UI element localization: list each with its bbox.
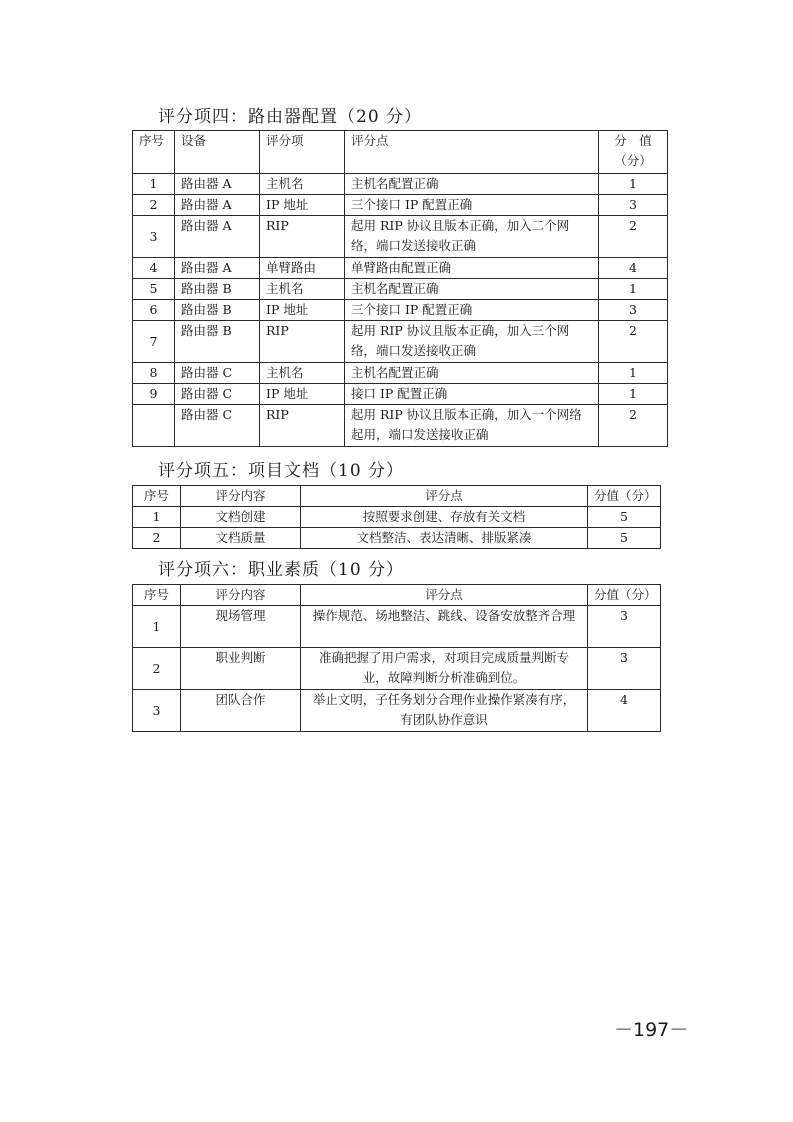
cell-no: 3 xyxy=(133,216,175,258)
cell-point: 主机名配置正确 xyxy=(345,174,599,195)
cell-no: 1 xyxy=(133,507,181,528)
cell-point: 起用 RIP 协议且版本正确，加入二个网络，端口发送接收正确 xyxy=(345,216,599,258)
header-score-bottom: （分） xyxy=(614,153,652,168)
cell-device: 路由器 A xyxy=(175,216,260,258)
header-content: 评分内容 xyxy=(181,486,301,507)
table-row xyxy=(133,528,661,549)
section5-title: 评分项五：项目文档（10 分） xyxy=(158,461,405,481)
table-row xyxy=(133,321,668,363)
cell-score: 1 xyxy=(599,363,668,384)
cell-device: 路由器 C xyxy=(175,363,260,384)
cell-score: 5 xyxy=(588,528,661,549)
cell-point: 操作规范、场地整洁、跳线、设备安放整齐合理 xyxy=(301,606,588,648)
cell-no: 1 xyxy=(133,174,175,195)
cell-no: 3 xyxy=(133,690,181,732)
table-row xyxy=(133,300,668,321)
cell-item: RIP xyxy=(260,216,345,258)
cell-score: 4 xyxy=(599,258,668,279)
cell-score: 3 xyxy=(588,606,661,648)
table-row xyxy=(133,258,668,279)
cell-no: 5 xyxy=(133,279,175,300)
cell-point: 主机名配置正确 xyxy=(345,363,599,384)
cell-no: 1 xyxy=(133,606,181,648)
cell-no xyxy=(133,405,175,447)
table-row xyxy=(133,195,668,216)
cell-device: 路由器 A xyxy=(175,195,260,216)
cell-score: 2 xyxy=(599,405,668,447)
header-score-top: 分 值 xyxy=(614,133,652,148)
table-header-row xyxy=(133,486,661,507)
cell-no: 2 xyxy=(133,648,181,690)
table-row xyxy=(133,405,668,447)
cell-score: 2 xyxy=(599,216,668,258)
header-score xyxy=(599,131,668,174)
cell-content: 现场管理 xyxy=(181,606,301,648)
cell-no: 8 xyxy=(133,363,175,384)
cell-score: 1 xyxy=(599,384,668,405)
cell-point: 三个接口 IP 配置正确 xyxy=(345,300,599,321)
cell-item: 主机名 xyxy=(260,363,345,384)
cell-device: 路由器 B xyxy=(175,321,260,363)
header-score: 分值（分） xyxy=(588,585,661,606)
cell-point: 接口 IP 配置正确 xyxy=(345,384,599,405)
table-row xyxy=(133,384,668,405)
table-row xyxy=(133,606,661,648)
table-row xyxy=(133,279,668,300)
cell-score: 1 xyxy=(599,174,668,195)
header-point: 评分点 xyxy=(345,131,599,174)
cell-item: 单臂路由 xyxy=(260,258,345,279)
table-row xyxy=(133,507,661,528)
cell-item: RIP xyxy=(260,321,345,363)
header-content: 评分内容 xyxy=(181,585,301,606)
cell-no: 7 xyxy=(133,321,175,363)
cell-device: 路由器 B xyxy=(175,300,260,321)
section5-table xyxy=(132,485,661,549)
cell-score: 5 xyxy=(588,507,661,528)
header-no: 序号 xyxy=(133,131,175,174)
cell-item: IP 地址 xyxy=(260,300,345,321)
cell-device: 路由器 A xyxy=(175,258,260,279)
cell-no: 6 xyxy=(133,300,175,321)
section4-title: 评分项四：路由器配置（20 分） xyxy=(158,107,423,127)
header-point: 评分点 xyxy=(301,585,588,606)
table-header-row xyxy=(133,131,668,174)
cell-score: 4 xyxy=(588,690,661,732)
cell-device: 路由器 C xyxy=(175,384,260,405)
cell-score: 1 xyxy=(599,279,668,300)
cell-content: 文档创建 xyxy=(181,507,301,528)
cell-item: IP 地址 xyxy=(260,195,345,216)
table-row xyxy=(133,174,668,195)
cell-score: 3 xyxy=(599,300,668,321)
cell-content: 团队合作 xyxy=(181,690,301,732)
section6-title: 评分项六：职业素质（10 分） xyxy=(158,560,405,580)
cell-item: IP 地址 xyxy=(260,384,345,405)
cell-no: 9 xyxy=(133,384,175,405)
cell-content: 职业判断 xyxy=(181,648,301,690)
header-no: 序号 xyxy=(133,486,181,507)
cell-no: 4 xyxy=(133,258,175,279)
cell-point: 按照要求创建、存放有关文档 xyxy=(301,507,588,528)
section4-table xyxy=(132,130,668,447)
cell-no: 2 xyxy=(133,528,181,549)
cell-point: 单臂路由配置正确 xyxy=(345,258,599,279)
table-row xyxy=(133,648,661,690)
cell-point: 准确把握了用户需求，对项目完成质量判断专业，故障判断分析准确到位。 xyxy=(301,648,588,690)
cell-score: 3 xyxy=(599,195,668,216)
cell-content: 文档质量 xyxy=(181,528,301,549)
cell-score: 2 xyxy=(599,321,668,363)
cell-point: 起用 RIP 协议且版本正确，加入三个网络，端口发送接收正确 xyxy=(345,321,599,363)
cell-item: RIP xyxy=(260,405,345,447)
cell-point: 主机名配置正确 xyxy=(345,279,599,300)
cell-device: 路由器 B xyxy=(175,279,260,300)
header-point: 评分点 xyxy=(301,486,588,507)
cell-point: 三个接口 IP 配置正确 xyxy=(345,195,599,216)
cell-item: 主机名 xyxy=(260,174,345,195)
header-item: 评分项 xyxy=(260,131,345,174)
section6-table xyxy=(132,584,661,732)
cell-point: 起用 RIP 协议且版本正确，加入一个网络起用，端口发送接收正确 xyxy=(345,405,599,447)
cell-point: 文档整洁、表达清晰、排版紧凑 xyxy=(301,528,588,549)
page-number: －197－ xyxy=(614,1019,689,1041)
table-row xyxy=(133,216,668,258)
cell-score: 3 xyxy=(588,648,661,690)
cell-device: 路由器 C xyxy=(175,405,260,447)
header-score: 分值（分） xyxy=(588,486,661,507)
cell-point: 举止文明，子任务划分合理作业操作紧凑有序，有团队协作意识 xyxy=(301,690,588,732)
header-no: 序号 xyxy=(133,585,181,606)
cell-item: 主机名 xyxy=(260,279,345,300)
table-row xyxy=(133,363,668,384)
table-row xyxy=(133,690,661,732)
cell-device: 路由器 A xyxy=(175,174,260,195)
header-device: 设备 xyxy=(175,131,260,174)
table-header-row xyxy=(133,585,661,606)
cell-no: 2 xyxy=(133,195,175,216)
